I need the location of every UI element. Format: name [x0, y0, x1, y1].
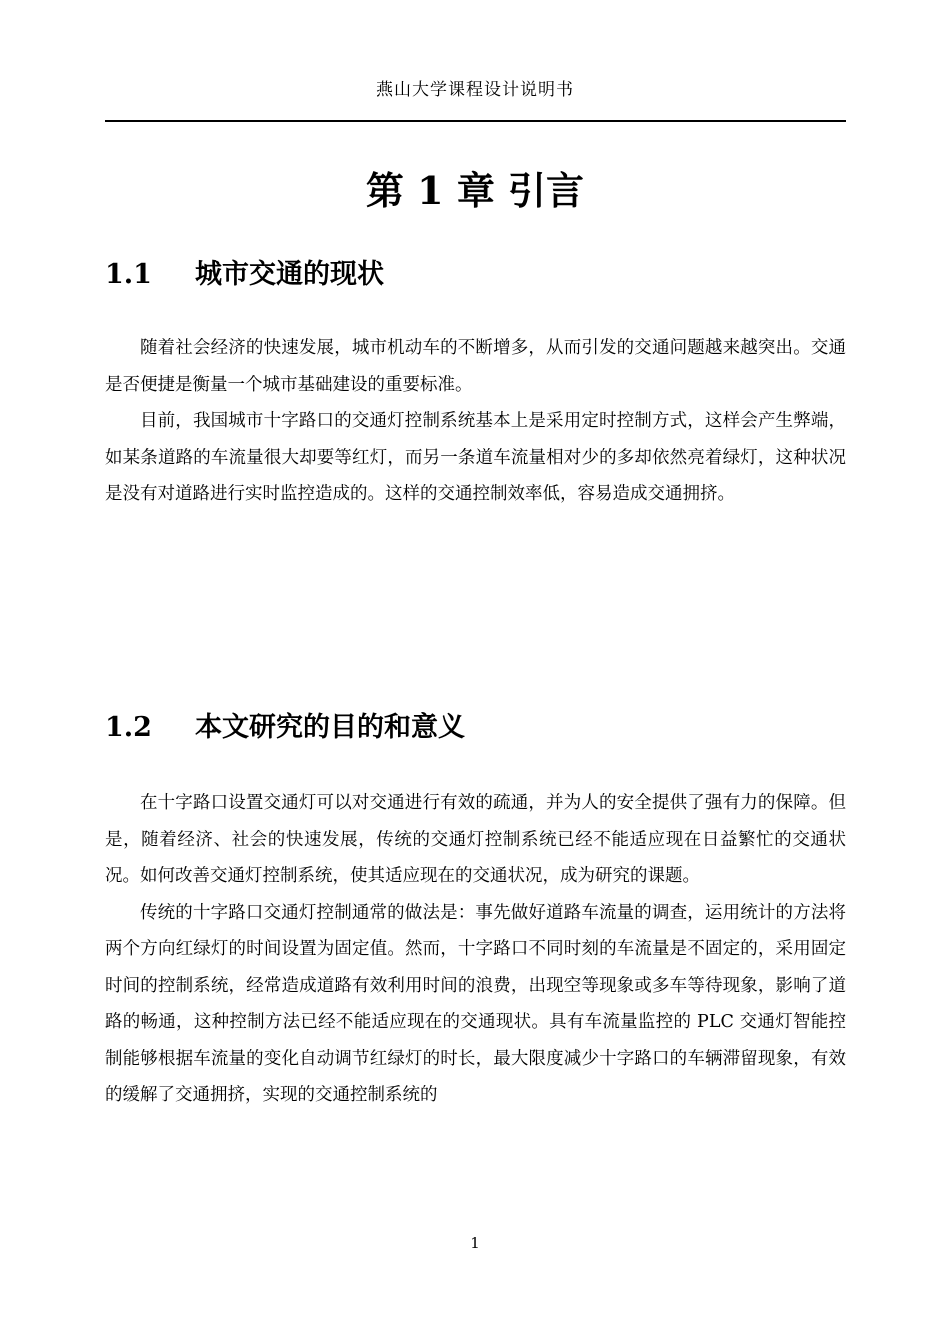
- section-number: 1.1: [105, 259, 152, 290]
- paragraph: 目前，我国城市十字路口的交通灯控制系统基本上是采用定时控制方式，这样会产生弊端，如某条道路的车流量很大却要等红灯，而另一条道车流量相对少的多却依然亮着绿灯，这种状况是没有对道路进行实时监控造成的。这样的交通控制效率低，容易造成交通拥挤。: [105, 411, 846, 504]
- section-heading-1-2: [105, 711, 465, 745]
- section-number: 1.2: [105, 712, 152, 743]
- paragraph: 随着社会经济的快速发展，城市机动车的不断增多，从而引发的交通问题越来越突出。交通是否便捷是衡量一个城市基础建设的重要标准。: [105, 338, 846, 395]
- paragraph: 传统的十字路口交通灯控制通常的做法是：事先做好道路车流量的调查，运用统计的方法将两个方向红绿灯的时间设置为固定值。然而，十字路口不同时刻的车流量是不固定的，采用固定时间的控制系统，经常造成道路有效利用时间的浪费，出现空等现象或多车等待现象，影响了道路的畅通，这种控制方法已经不能适应现在的交通现状。具有车流量监控的 PLC 交通灯智能控制能够根据车流量的变化自动调节红绿灯的时长，最大限度减少十字路口的车辆滞留现象，有效的缓解了交通拥挤，实现的交通控制系统的: [105, 902, 846, 1105]
- section-body-1-2: [105, 785, 846, 1114]
- section-body-1-1: [105, 330, 846, 513]
- paragraph: 在十字路口设置交通灯可以对交通进行有效的疏通，并为人的安全提供了强有力的保障。但是，随着经济、社会的快速发展，传统的交通灯控制系统已经不能适应现在日益繁忙的交通状况。如何改善交通灯控制系统，使其适应现在的交通状况，成为研究的课题。: [105, 793, 846, 886]
- section-title: 本文研究的目的和意义: [195, 712, 465, 743]
- section-title: 城市交通的现状: [195, 259, 384, 290]
- header-divider: [105, 120, 846, 122]
- page-number: 1: [470, 1234, 480, 1252]
- chapter-title: 第 1 章 引言: [365, 168, 585, 213]
- running-header: 燕山大学课程设计说明书: [376, 80, 574, 100]
- section-heading-1-1: [105, 258, 384, 292]
